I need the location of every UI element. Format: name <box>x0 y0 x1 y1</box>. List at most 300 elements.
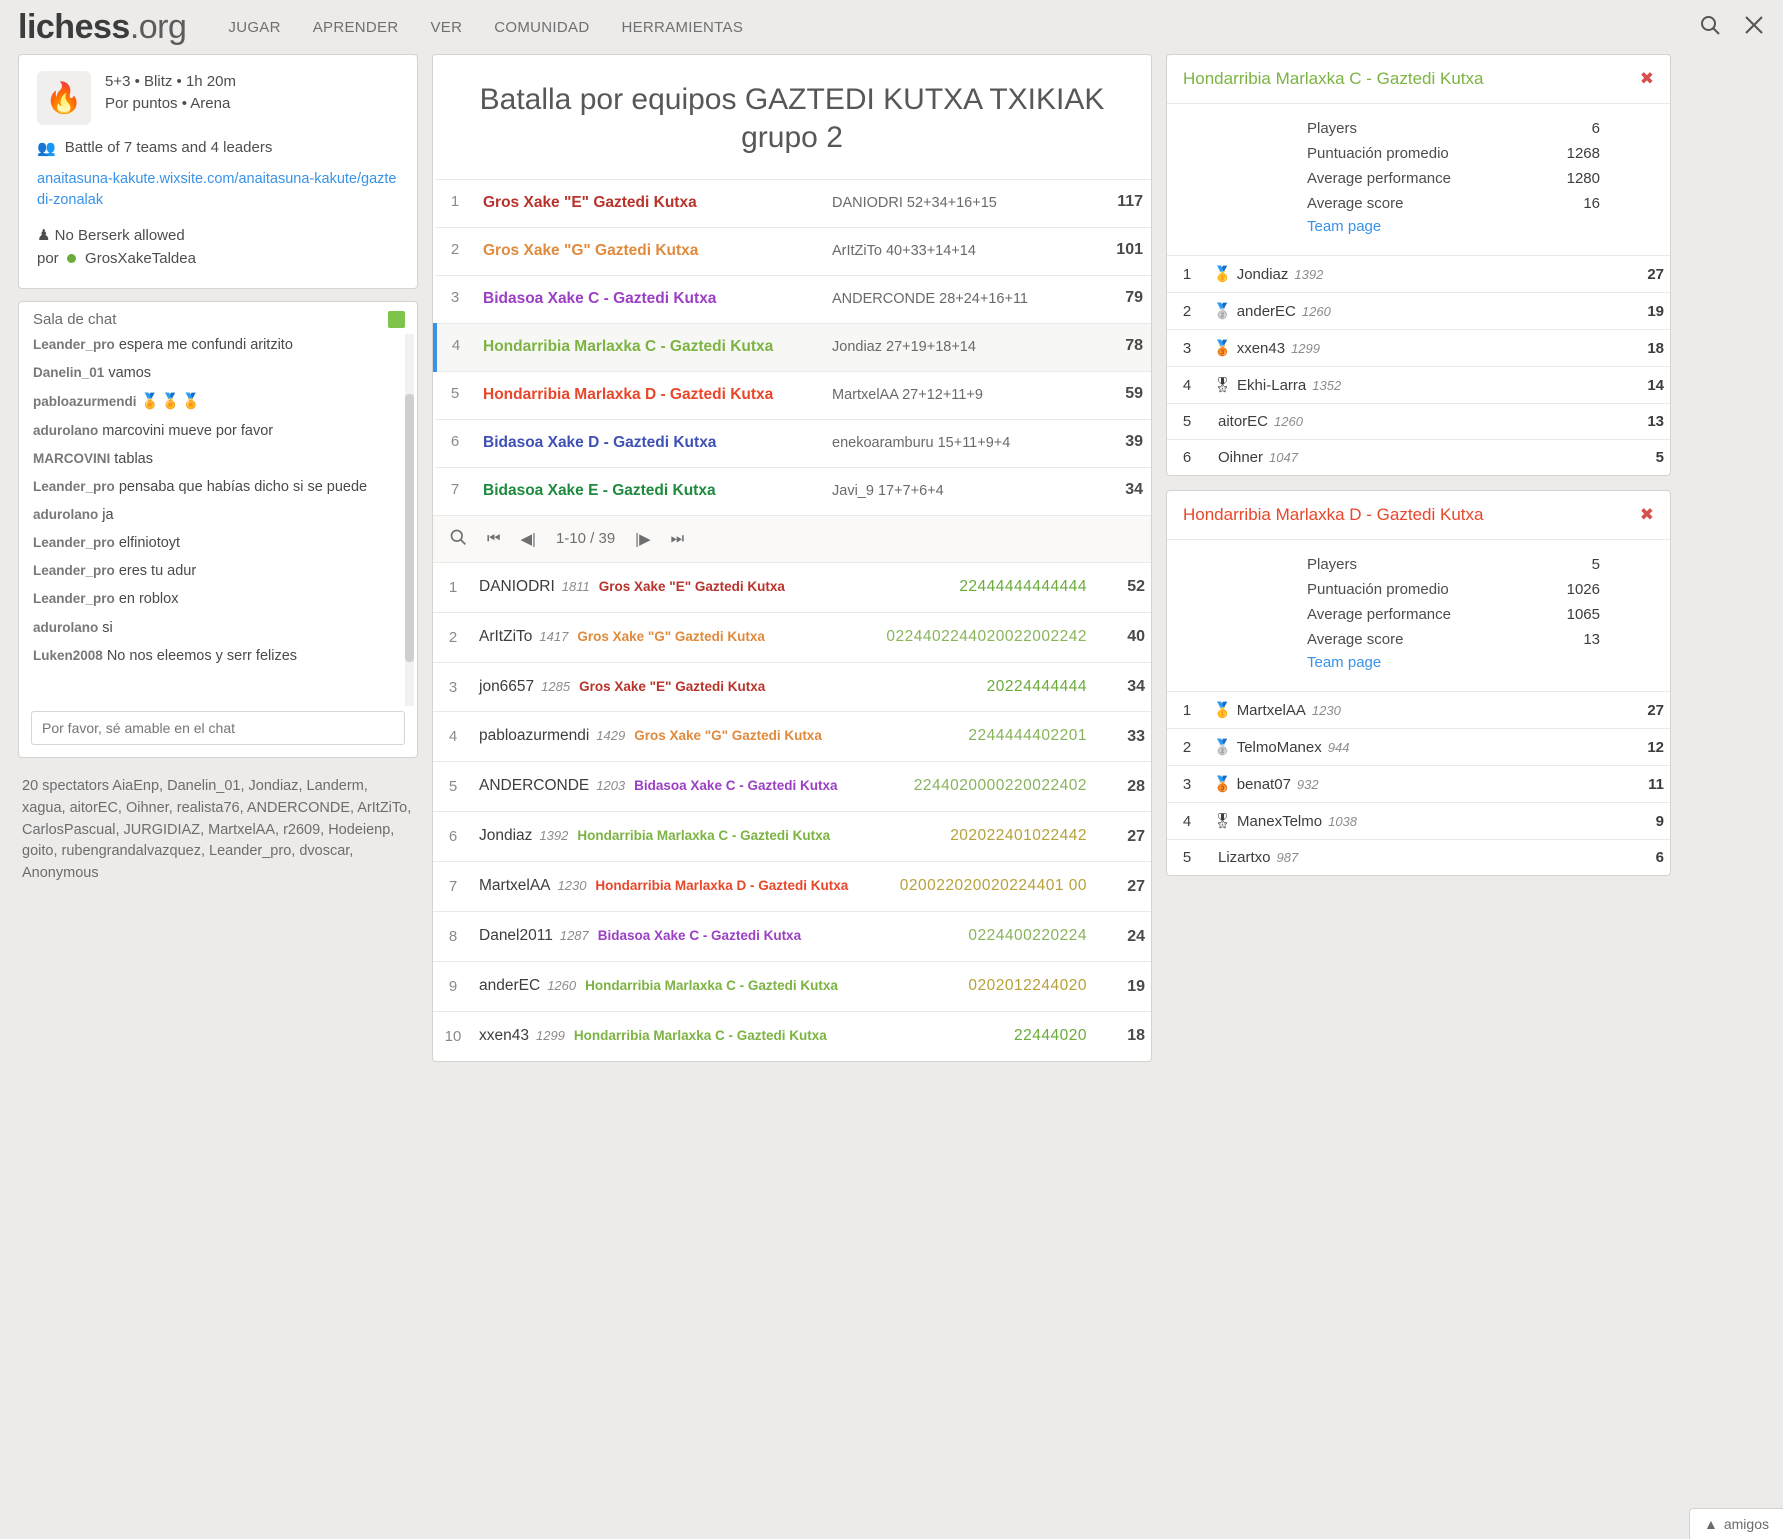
team-standings-table <box>433 179 1151 515</box>
chat-body: 🏅🏅🏅 <box>140 393 203 411</box>
medal-icon: 🥉 <box>1213 776 1232 793</box>
chat-message <box>33 449 401 470</box>
player-rating: 1260 <box>547 978 577 994</box>
member-score: 6 <box>1655 849 1664 866</box>
player-results: 22444444444444 <box>959 577 1087 595</box>
member-rank: 2 <box>1182 302 1192 320</box>
first-page-icon[interactable]: ⏮ <box>487 530 501 548</box>
next-page-icon[interactable]: |▶ <box>635 530 651 548</box>
player-rating: 1299 <box>535 1028 565 1043</box>
member-rating: 1260 <box>1274 414 1303 429</box>
close-icon[interactable] <box>1743 14 1765 40</box>
member-score: 5 <box>1655 449 1664 466</box>
player-info <box>473 912 873 962</box>
table-row[interactable] <box>435 371 1151 419</box>
player-rating: 1285 <box>541 678 571 694</box>
player-name[interactable]: ANDERCONDE <box>479 777 590 795</box>
team-score: 59 <box>1125 384 1143 402</box>
member-rank: 3 <box>1182 775 1192 793</box>
member-rank: 5 <box>1182 849 1192 866</box>
chat-body: marcovini mueve por favor <box>102 422 274 439</box>
member-rank: 5 <box>1182 413 1192 430</box>
table-row[interactable] <box>435 419 1151 467</box>
team-page-link-wrap <box>1167 216 1670 245</box>
left-column <box>18 54 418 885</box>
team-name[interactable]: Gros Xake "E" Gaztedi Kutxa <box>483 193 697 211</box>
chat-message <box>33 505 401 526</box>
player-rank: 1 <box>448 578 458 596</box>
stat-value: 16 <box>1583 195 1600 212</box>
member-score: 14 <box>1647 376 1664 394</box>
player-standings-table <box>433 563 1151 1061</box>
table-row[interactable] <box>1167 692 1670 729</box>
stat-label: Average score <box>1307 631 1404 648</box>
chat-author[interactable]: Luken2008 <box>33 647 103 663</box>
table-row[interactable] <box>433 612 1151 662</box>
member-rank: 6 <box>1182 449 1192 466</box>
player-rank: 2 <box>448 628 458 646</box>
member-rank: 4 <box>1182 812 1192 830</box>
team-players: ArItZiTo 40+33+14+14 <box>832 242 976 259</box>
chat-header <box>19 302 417 335</box>
member-score: 9 <box>1655 812 1664 830</box>
friends-widget[interactable] <box>1689 1508 1783 1539</box>
medal-icon: 🥇 <box>1213 266 1232 283</box>
team-score: 117 <box>1117 192 1143 210</box>
table-row[interactable] <box>435 227 1151 275</box>
player-name[interactable]: anderEC <box>479 977 541 995</box>
table-row[interactable] <box>1167 367 1670 404</box>
chat-body: vamos <box>108 365 152 382</box>
team-score: 79 <box>1125 288 1143 306</box>
player-team[interactable]: Hondarribia Marlaxka C - Gaztedi Kutxa <box>577 828 831 844</box>
player-results: 0202012244020 <box>968 977 1087 995</box>
member-rating: 1260 <box>1301 304 1331 319</box>
team-name[interactable]: Gros Xake "G" Gaztedi Kutxa <box>483 241 699 259</box>
player-rating: 1417 <box>539 628 569 644</box>
player-score: 28 <box>1127 777 1145 795</box>
chat-author[interactable]: Leander_pro <box>33 535 115 551</box>
chat-author[interactable]: adurolano <box>33 619 99 635</box>
search-icon[interactable] <box>1699 14 1721 40</box>
member-info <box>1207 729 1610 766</box>
medal-icon: 🎖 <box>1213 813 1233 830</box>
player-team[interactable]: Bidasoa Xake C - Gaztedi Kutxa <box>597 928 802 944</box>
team-panel-title[interactable]: Hondarribia Marlaxka D - Gaztedi Kutxa <box>1183 505 1484 524</box>
stat-value: 13 <box>1583 631 1600 648</box>
table-row[interactable] <box>1167 840 1670 876</box>
table-row[interactable] <box>1167 729 1670 766</box>
player-results: 2244020000220022402 <box>913 777 1087 795</box>
table-row[interactable] <box>433 1012 1151 1061</box>
team-members-table <box>1167 691 1670 875</box>
chat-card <box>18 301 418 758</box>
tournament-battle-text: Battle of 7 teams and 4 leaders <box>64 139 273 156</box>
last-page-icon[interactable]: ⏭ <box>670 530 685 548</box>
member-info <box>1207 367 1610 404</box>
member-rating: 1047 <box>1269 450 1298 465</box>
player-results: 0224400220224 <box>968 927 1087 945</box>
close-icon[interactable]: ✖ <box>1639 505 1654 524</box>
table-row[interactable] <box>433 962 1151 1012</box>
player-score: 18 <box>1127 1027 1145 1045</box>
chat-body: en roblox <box>118 591 179 608</box>
player-score: 33 <box>1127 727 1145 745</box>
berserk-text: No Berserk allowed <box>54 227 185 245</box>
stat-label: Puntuación promedio <box>1307 145 1449 162</box>
member-score: 27 <box>1647 701 1664 719</box>
chat-message <box>33 335 401 356</box>
stat-label: Players <box>1307 120 1358 137</box>
team-players: enekoaramburu 15+11+9+4 <box>832 434 1011 451</box>
player-team[interactable]: Gros Xake "E" Gaztedi Kutxa <box>598 578 785 594</box>
player-name[interactable]: xxen43 <box>479 1027 529 1044</box>
player-info <box>473 862 873 912</box>
chat-body: No nos eleemos y serr felizes <box>106 647 298 664</box>
stat-row <box>1167 627 1670 652</box>
medal-icon: 🥉 <box>1213 340 1232 357</box>
member-rating: 932 <box>1296 777 1319 792</box>
medal-icon: 🥈 <box>1213 303 1232 320</box>
chat-body: eres tu adur <box>118 563 197 580</box>
team-rank: 6 <box>450 432 460 450</box>
player-rating: 1287 <box>559 928 589 944</box>
chat-body: ja <box>102 506 114 523</box>
owner-label: por <box>37 249 59 267</box>
member-rating: 1038 <box>1328 814 1358 829</box>
player-team[interactable]: Bidasoa Xake C - Gaztedi Kutxa <box>634 778 838 794</box>
player-name[interactable]: pabloazurmendi <box>479 727 590 745</box>
member-rating: 1299 <box>1291 341 1320 356</box>
chat-author[interactable]: Leander_pro <box>33 591 115 607</box>
player-results: 0224402244020022002242 <box>886 627 1087 645</box>
stat-value: 5 <box>1591 556 1600 573</box>
player-score: 27 <box>1127 827 1145 845</box>
player-name[interactable]: ArItZiTo <box>479 627 533 645</box>
berserk-row <box>37 225 399 270</box>
top-navigation <box>0 0 1783 54</box>
team-score: 39 <box>1125 432 1143 450</box>
teams-icon: 👥 <box>37 140 56 157</box>
team-rank: 2 <box>450 240 460 258</box>
member-info <box>1207 293 1610 330</box>
team-panel-header <box>1167 55 1670 104</box>
chat-message <box>33 618 401 639</box>
stat-row <box>1167 602 1670 627</box>
player-name[interactable]: MartxelAA <box>479 877 551 895</box>
player-score: 24 <box>1127 927 1145 945</box>
chat-author[interactable]: Danelin_01 <box>33 365 105 381</box>
team-name[interactable]: Hondarribia Marlaxka D - Gaztedi Kutxa <box>483 385 774 403</box>
member-name[interactable]: Oihner <box>1218 449 1264 466</box>
spectators-list: 20 spectators AiaEnp, Danelin_01, Jondiaz, Landerm, xagua, aitorEC, Oihner, realista76, ANDERCONDE, ArItZiTo, CarlosPascual, JURGIDIAZ, MartxelAA, r2609, Hodeienp, goito, rubengrandalvazquez, Leander_pro, dvoscar, Anonymous <box>22 778 412 882</box>
player-info <box>473 962 873 1012</box>
tournament-battle-row <box>37 139 399 157</box>
tournament-format <box>105 71 236 115</box>
team-panel-title[interactable]: Hondarribia Marlaxka C - Gaztedi Kutxa <box>1183 69 1484 88</box>
chat-author[interactable]: MARCOVINI <box>33 450 111 466</box>
player-rating: 1203 <box>596 778 626 794</box>
stat-row <box>1167 116 1670 141</box>
logo-text: lichess <box>18 7 130 46</box>
chat-author[interactable]: Leander_pro <box>33 478 115 494</box>
chat-message <box>33 589 401 610</box>
team-panel-c <box>1166 54 1671 476</box>
player-team[interactable]: Gros Xake "G" Gaztedi Kutxa <box>577 628 765 644</box>
stat-value: 6 <box>1591 120 1600 137</box>
table-row[interactable] <box>1167 766 1670 803</box>
player-info <box>473 1012 873 1061</box>
stat-label: Players <box>1307 556 1358 573</box>
tournament-info-card <box>18 54 418 289</box>
team-members-table <box>1167 255 1670 475</box>
team-panel-stats <box>1167 104 1670 255</box>
member-rating: 987 <box>1276 850 1299 865</box>
chat-body: elfiniotoyt <box>118 535 181 552</box>
member-name[interactable]: MartxelAA <box>1236 702 1306 719</box>
flame-icon: 🔥 <box>37 71 91 125</box>
player-score: 27 <box>1127 877 1145 895</box>
member-rating: 1230 <box>1311 703 1341 718</box>
team-name[interactable]: Bidasoa Xake C - Gaztedi Kutxa <box>483 289 717 307</box>
search-icon[interactable] <box>449 528 467 550</box>
team-name[interactable]: Bidasoa Xake E - Gaztedi Kutxa <box>483 481 716 499</box>
tournament-main <box>432 54 1152 1062</box>
player-info <box>473 563 873 612</box>
team-page-link[interactable]: Team page <box>1307 654 1382 671</box>
team-players: Javi_9 17+7+6+4 <box>832 482 944 499</box>
chat-scrollbar-thumb[interactable] <box>405 394 414 662</box>
team-panel-d <box>1166 490 1671 876</box>
player-info <box>473 812 873 862</box>
nav-item-comunidad[interactable]: COMUNIDAD <box>494 18 590 36</box>
player-score: 34 <box>1127 678 1145 695</box>
member-info <box>1207 404 1610 440</box>
member-info <box>1207 692 1610 729</box>
team-players: Jondiaz 27+19+18+14 <box>832 338 976 355</box>
player-rating: 1230 <box>557 878 587 894</box>
member-rank: 1 <box>1182 265 1192 283</box>
player-info <box>473 712 873 762</box>
member-name[interactable]: Ekhi-Larra <box>1237 377 1307 394</box>
player-rank: 3 <box>448 678 458 696</box>
player-rank: 7 <box>448 878 458 896</box>
stat-label: Average performance <box>1307 170 1451 187</box>
team-players: ANDERCONDE 28+24+16+11 <box>832 290 1028 307</box>
stat-row <box>1167 577 1670 602</box>
member-name[interactable]: Lizartxo <box>1218 849 1271 866</box>
table-row[interactable] <box>433 762 1151 812</box>
player-info <box>473 762 873 812</box>
chat-author[interactable]: adurolano <box>33 422 99 438</box>
stat-row <box>1167 191 1670 216</box>
player-score: 40 <box>1127 628 1145 646</box>
table-row[interactable] <box>1167 404 1670 440</box>
player-score: 52 <box>1127 578 1145 596</box>
stat-value: 1268 <box>1566 145 1600 162</box>
table-row[interactable] <box>435 275 1151 323</box>
table-row[interactable] <box>433 912 1151 962</box>
nav-item-jugar[interactable]: JUGAR <box>228 18 281 36</box>
member-info <box>1207 256 1610 293</box>
chat-scrollbar[interactable] <box>405 334 414 706</box>
member-name[interactable]: ManexTelmo <box>1237 813 1323 830</box>
tournament-clock-row <box>37 71 399 125</box>
table-row[interactable] <box>1167 256 1670 293</box>
table-row[interactable] <box>1167 803 1670 840</box>
team-players: MartxelAA 27+12+11+9 <box>832 386 983 403</box>
team-panel-stats <box>1167 540 1670 691</box>
member-score: 18 <box>1647 339 1664 357</box>
player-name[interactable]: jon6657 <box>479 677 535 695</box>
member-name[interactable]: xxen43 <box>1236 340 1286 357</box>
player-team[interactable]: Gros Xake "E" Gaztedi Kutxa <box>579 678 766 694</box>
chat-author[interactable]: Leander_pro <box>33 563 115 579</box>
team-score: 78 <box>1125 336 1143 354</box>
player-results: 20224444444 <box>986 677 1087 695</box>
table-row[interactable] <box>435 467 1151 515</box>
chat-message <box>33 363 401 384</box>
stat-row <box>1167 552 1670 577</box>
player-results: 2244444402201 <box>968 727 1087 745</box>
chat-toggle-button[interactable] <box>388 311 405 328</box>
player-rating: 1429 <box>596 728 626 744</box>
team-score: 101 <box>1116 240 1143 258</box>
table-row[interactable] <box>433 563 1151 612</box>
medal-icon: 🥇 <box>1213 702 1232 719</box>
player-info <box>473 612 873 662</box>
member-info <box>1207 330 1610 367</box>
player-team[interactable]: Hondarribia Marlaxka C - Gaztedi Kutxa <box>573 1028 827 1043</box>
player-score: 19 <box>1127 977 1145 995</box>
chat-body: espera me confundi aritzito <box>118 337 293 354</box>
member-info <box>1207 803 1610 840</box>
nav-item-ver[interactable]: VER <box>430 18 463 36</box>
player-rank: 10 <box>444 1027 462 1045</box>
player-rank: 5 <box>448 778 458 796</box>
nav-right-actions <box>1699 0 1765 54</box>
member-name[interactable]: Jondiaz <box>1236 266 1289 283</box>
member-score: 13 <box>1647 413 1664 430</box>
table-row[interactable] <box>433 712 1151 762</box>
team-rank: 1 <box>450 192 460 210</box>
prev-page-icon[interactable]: ◀| <box>520 530 536 548</box>
member-info <box>1207 766 1610 803</box>
chat-messages[interactable] <box>19 335 417 707</box>
table-row[interactable] <box>435 323 1151 371</box>
stat-value: 1280 <box>1566 170 1600 187</box>
tournament-clock: 5+3 • Blitz • 1h 20m <box>105 73 236 90</box>
nav-item-herramientas[interactable]: HERRAMIENTAS <box>621 18 744 36</box>
site-logo[interactable] <box>18 8 186 47</box>
member-name[interactable]: TelmoManex <box>1236 739 1322 756</box>
tournament-system: Por puntos • Arena <box>105 94 231 112</box>
team-name[interactable]: Hondarribia Marlaxka C - Gaztedi Kutxa <box>483 337 774 355</box>
berserk-icon: ♟ <box>37 227 51 245</box>
close-icon[interactable]: ✖ <box>1639 69 1654 88</box>
player-name[interactable]: DANIODRI <box>479 577 555 595</box>
member-rating: 1352 <box>1312 378 1342 393</box>
member-name[interactable]: benat07 <box>1236 776 1291 793</box>
nav-item-aprender[interactable]: APRENDER <box>312 18 399 36</box>
player-rating: 1392 <box>539 828 569 844</box>
stat-label: Average score <box>1307 195 1404 212</box>
page-range: 1-10 / 39 <box>555 530 616 548</box>
player-rating: 1811 <box>561 578 590 594</box>
team-panel-header <box>1167 491 1670 540</box>
stat-label: Average performance <box>1307 606 1451 623</box>
chat-input[interactable] <box>31 711 405 745</box>
team-players: DANIODRI 52+34+16+15 <box>832 194 997 211</box>
member-score: 11 <box>1648 775 1664 793</box>
member-name[interactable]: anderEC <box>1236 303 1296 320</box>
friends-label: amigos <box>1723 1516 1769 1532</box>
player-name[interactable]: Jondiaz <box>479 827 533 845</box>
chat-author[interactable]: adurolano <box>33 506 99 522</box>
player-rank: 4 <box>448 728 458 746</box>
player-info <box>473 662 873 712</box>
team-rank: 5 <box>450 384 460 402</box>
member-name[interactable]: aitorEC <box>1218 413 1269 430</box>
chat-title: Sala de chat <box>33 311 117 329</box>
player-team[interactable]: Hondarribia Marlaxka C - Gaztedi Kutxa <box>585 978 838 994</box>
member-rank: 3 <box>1182 339 1192 357</box>
player-name[interactable]: Danel2011 <box>479 927 553 945</box>
team-rank: 4 <box>451 336 461 354</box>
player-rank: 8 <box>448 928 458 946</box>
member-rank: 1 <box>1182 701 1192 719</box>
member-rank: 4 <box>1182 376 1192 394</box>
player-results: 202022401022442 <box>950 827 1087 845</box>
chat-message <box>33 533 401 554</box>
member-rank: 2 <box>1182 738 1192 756</box>
player-results: 22444020 <box>1014 1027 1087 1044</box>
player-results: 020022020020224401 00 <box>899 877 1087 895</box>
member-score: 27 <box>1647 265 1664 283</box>
team-page-link-wrap <box>1167 652 1670 681</box>
chat-author[interactable]: Leander_pro <box>33 337 115 353</box>
chat-body: pensaba que habías dicho si se puede <box>118 478 368 495</box>
member-score: 12 <box>1647 738 1664 756</box>
team-rank: 7 <box>450 480 460 498</box>
team-rank: 3 <box>450 288 460 306</box>
owner-name[interactable]: GrosXakeTaldea <box>85 249 196 267</box>
logo-suffix: .org <box>129 7 187 46</box>
chat-body: si <box>102 619 113 636</box>
team-name[interactable]: Bidasoa Xake D - Gaztedi Kutxa <box>483 433 717 451</box>
member-score: 19 <box>1647 302 1664 320</box>
player-team[interactable]: Gros Xake "G" Gaztedi Kutxa <box>634 728 822 744</box>
table-row[interactable] <box>1167 293 1670 330</box>
team-score: 34 <box>1125 480 1143 498</box>
team-page-link[interactable]: Team page <box>1307 218 1382 235</box>
chat-author[interactable]: pabloazurmendi <box>33 394 137 410</box>
owner-row <box>37 248 399 271</box>
table-row[interactable] <box>433 812 1151 862</box>
chat-message <box>33 646 401 667</box>
chat-body: tablas <box>114 450 153 467</box>
table-row[interactable] <box>433 862 1151 912</box>
player-rank: 6 <box>448 828 458 846</box>
table-row[interactable] <box>433 662 1151 712</box>
table-row[interactable] <box>435 179 1151 227</box>
table-row[interactable] <box>1167 330 1670 367</box>
tournament-external-link[interactable]: anaitasuna-kakute.wixsite.com/anaitasuna-kakute/gaztedi-zonalak <box>37 171 397 209</box>
table-row[interactable] <box>1167 440 1670 476</box>
player-team[interactable]: Hondarribia Marlaxka D - Gaztedi Kutxa <box>595 878 849 894</box>
standings-pager <box>433 515 1151 563</box>
stat-value: 1065 <box>1566 606 1600 623</box>
